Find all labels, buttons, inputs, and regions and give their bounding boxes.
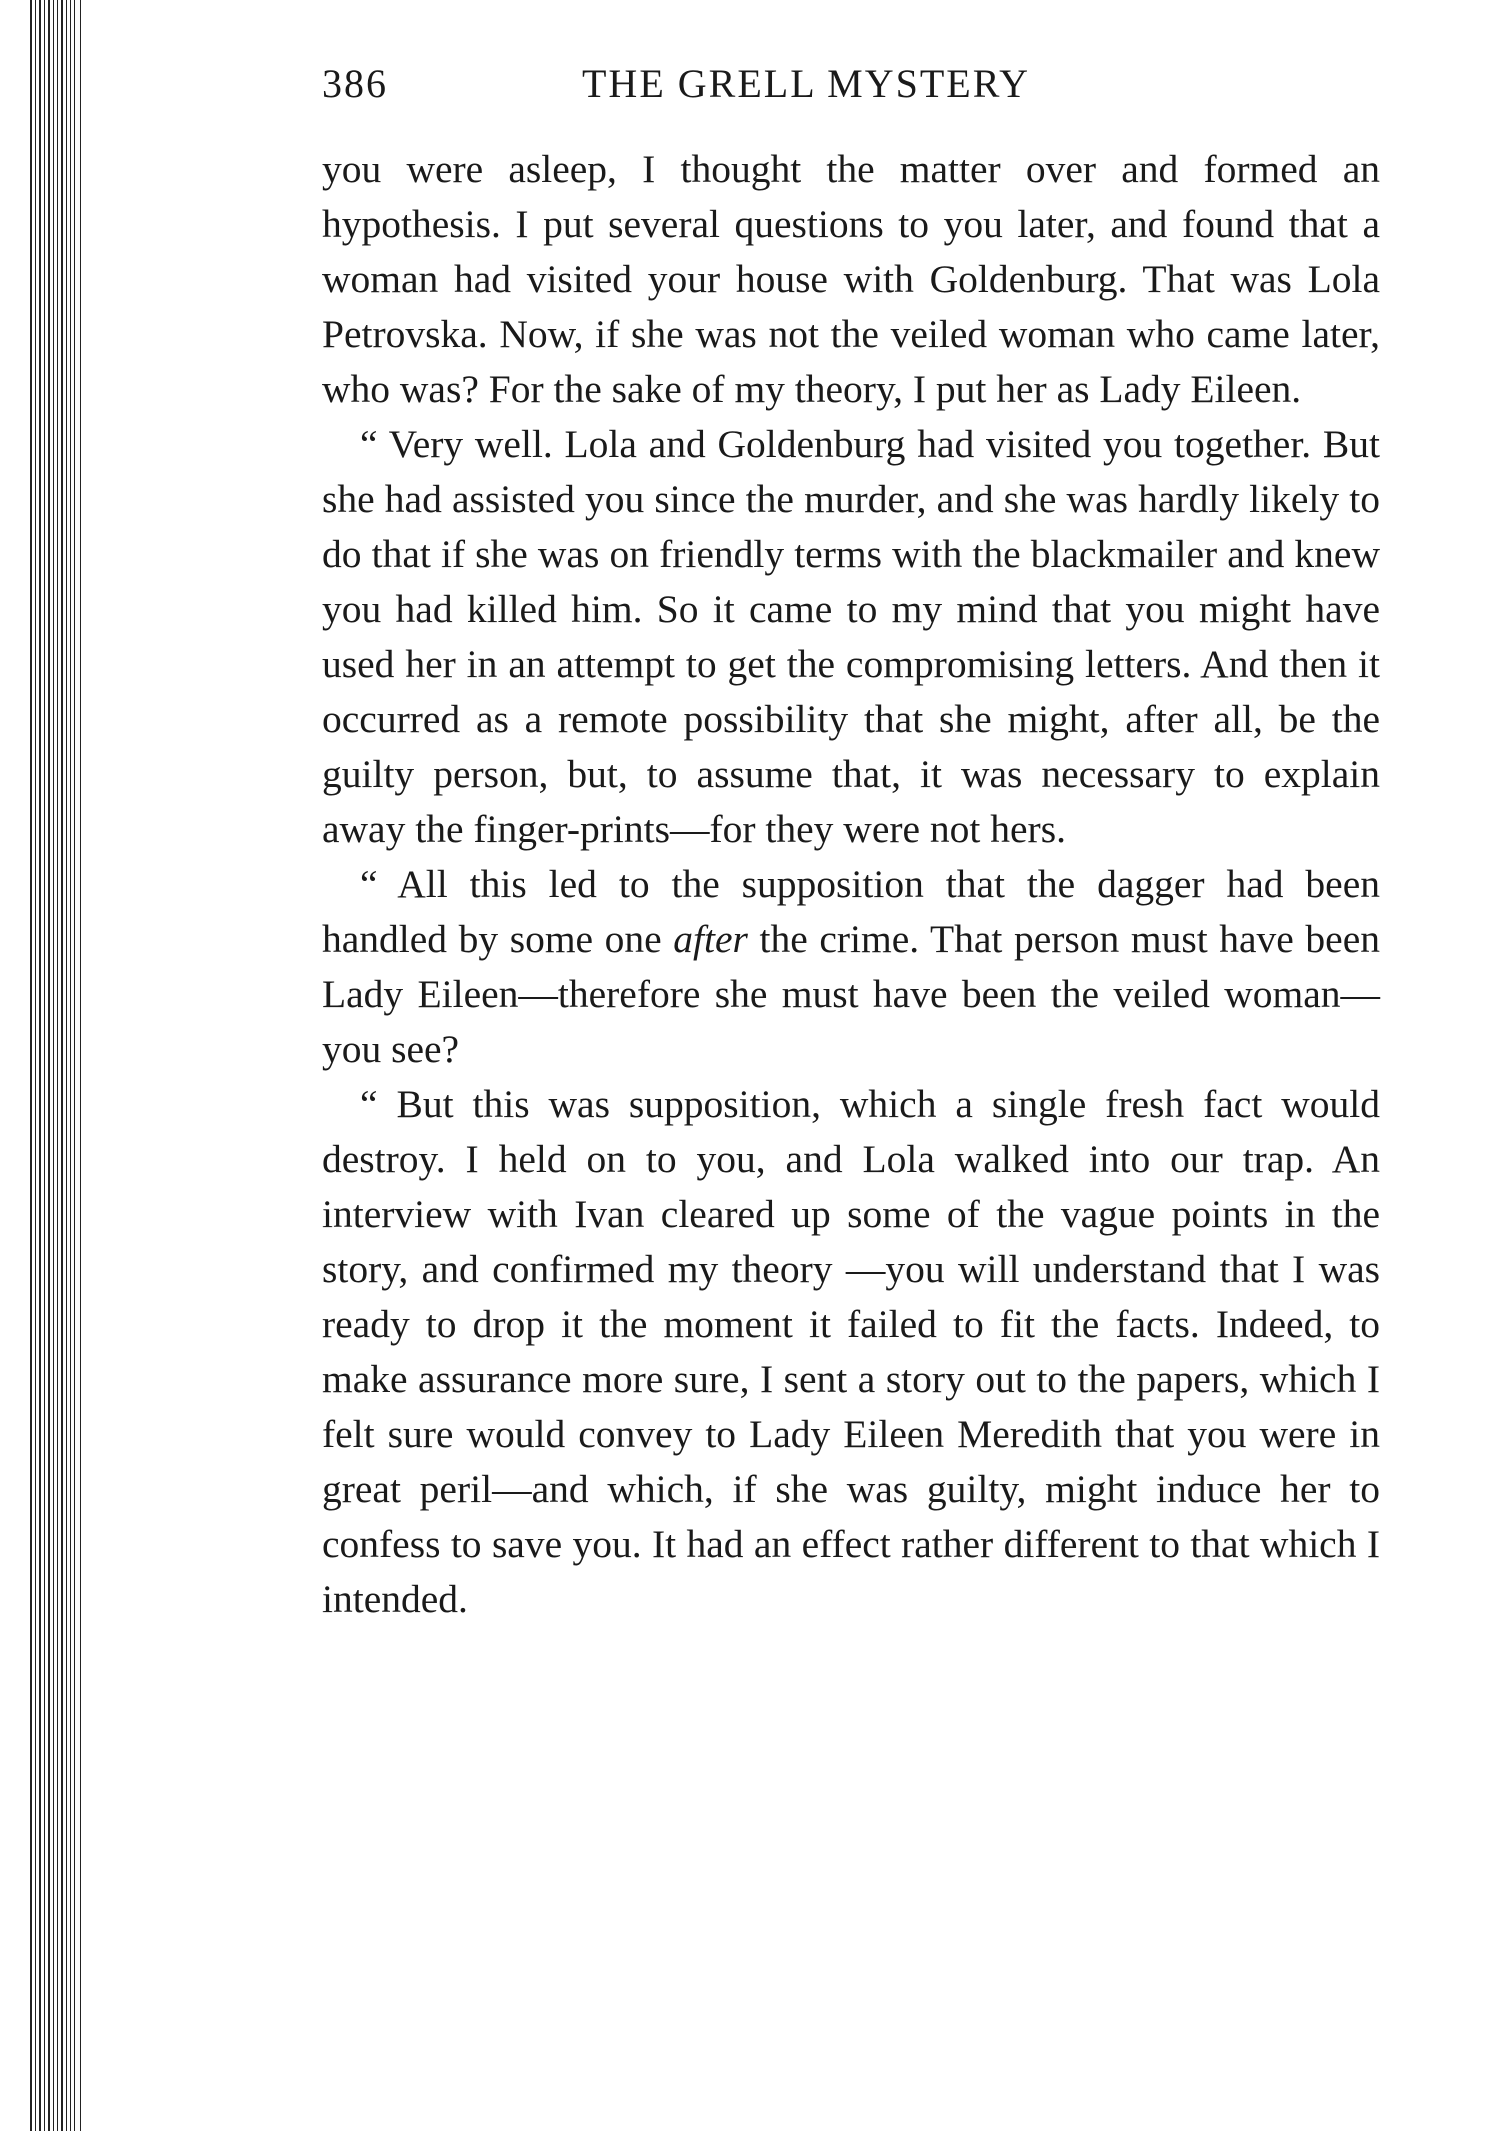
text-run: the crime. That person must have been Lady Eileen—therefore she must have been the veiled woman—you see? <box>322 917 1380 1071</box>
running-head <box>322 52 1380 116</box>
body-text <box>322 142 1380 1627</box>
paragraph <box>322 857 1380 1077</box>
text-run: you were asleep, I thought the matter over and formed an hypothesis. I put several questions to you later, and found that a woman had visited your house with Goldenburg. That was Lola Petrovska. Now, if she was not the veiled woman who came later, who was? For the sake of my theory, I put her as Lady Eileen. <box>322 147 1380 411</box>
paragraph <box>322 142 1380 417</box>
paragraph <box>322 1077 1380 1627</box>
text-run: “ Very well. Lola and Goldenburg had visited you together. But she had assisted you since the murder, and she was hardly likely to do that if she was on friendly terms with the blackmailer and knew you had killed him. So it came to my mind that you might have used her in an attempt to get the compromising letters. And then it occurred as a remote possibility that she might, after all, be the guilty person, but, to assume that, it was necessary to explain away the finger-prints—for they were not hers. <box>322 422 1380 851</box>
text-run: “ All this led to the supposition that the dagger had been handled by some one <box>322 862 1380 961</box>
text-run: “ But this was supposition, which a single fresh fact would destroy. I held on to you, and Lola walked into our trap. An interview with Ivan cleared up some of the vague points in the story, and confirmed my theory —you will understand that I was ready to drop it the moment it failed to fit the facts. Indeed, to make assurance more sure, I sent a story out to the papers, which I felt sure would convey to Lady Eileen Meredith that you were in great peril—and which, if she was guilty, might induce her to confess to save you. It had an effect rather different to that which I intended. <box>322 1082 1380 1621</box>
page-number: 386 <box>322 61 388 106</box>
paragraph <box>322 417 1380 857</box>
book-spine-binding <box>30 0 90 2131</box>
italic-text-run: after <box>673 917 748 961</box>
book-page <box>322 52 1380 1627</box>
book-title: THE GRELL MYSTERY <box>582 61 1031 106</box>
